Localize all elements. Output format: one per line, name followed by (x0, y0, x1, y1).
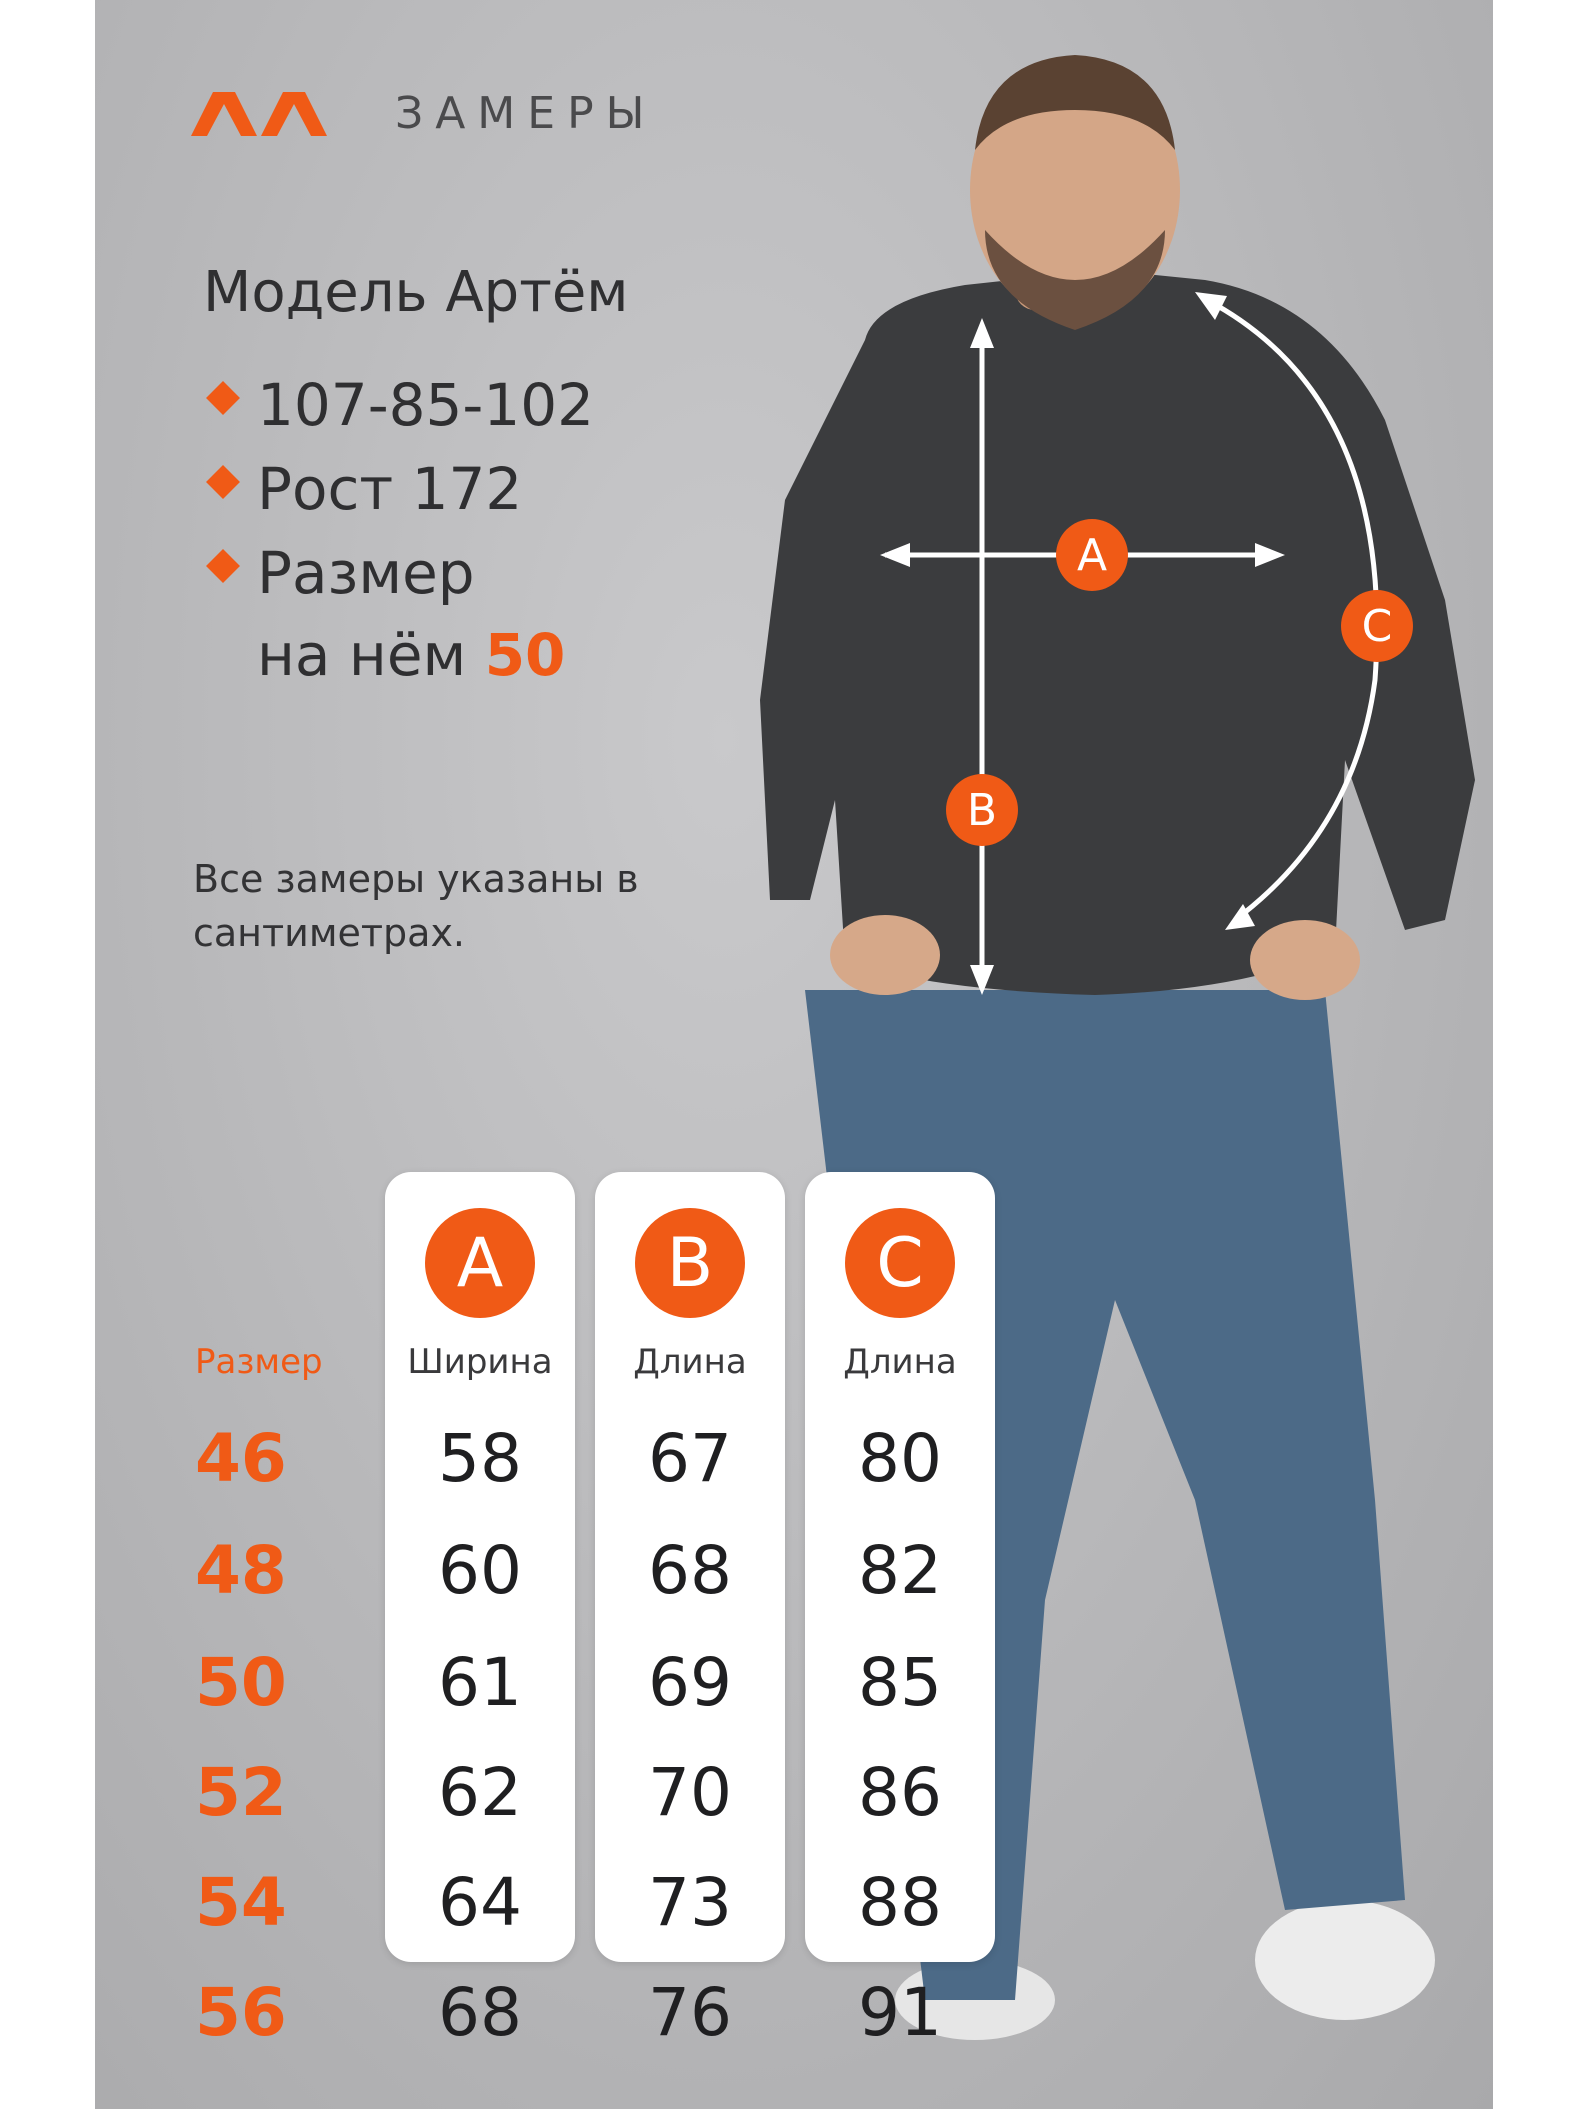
size-header: Размер (195, 1342, 323, 1382)
model-size (257, 532, 565, 696)
table-cell: 80 (858, 1420, 942, 1497)
diamond-bullet-icon (206, 465, 240, 499)
diamond-bullet-icon (206, 549, 240, 583)
column-c-badge: C (845, 1208, 955, 1318)
table-cell: 64 (438, 1864, 522, 1941)
column-a-badge: A (425, 1208, 535, 1318)
brand-logo-icon (191, 92, 331, 136)
size-value: 48 (195, 1532, 287, 1609)
badge-a-label: A (1076, 530, 1108, 581)
column-c-card (805, 1172, 995, 2051)
table-cell: 73 (648, 1864, 732, 1941)
size-value: 54 (195, 1864, 287, 1941)
table-cell: 68 (438, 1974, 522, 2051)
column-b-header: Длина (633, 1342, 747, 1382)
badge-c-label: C (1361, 601, 1393, 652)
page-title: ЗАМЕРЫ (395, 88, 657, 139)
table-cell: 86 (858, 1754, 942, 1831)
size-value: 50 (195, 1644, 287, 1721)
left-hand (830, 915, 940, 995)
column-c-header: Длина (843, 1342, 957, 1382)
badge-b-label: B (966, 785, 998, 836)
table-cell: 85 (858, 1644, 942, 1721)
size-value: 56 (195, 1974, 287, 2051)
diamond-bullet-icon (206, 381, 240, 415)
model-size-value: 50 (484, 621, 566, 689)
model-size-label: Размер (257, 539, 475, 607)
table-cell: 68 (648, 1532, 732, 1609)
table-cell: 61 (438, 1644, 522, 1721)
model-measurements: 107-85-102 (257, 371, 595, 439)
column-a-card (385, 1172, 575, 2051)
units-note: Все замеры указаны в сантиметрах. (193, 857, 639, 955)
model-measurements-row (203, 364, 594, 446)
table-cell: 88 (858, 1864, 942, 1941)
table-cell: 76 (648, 1974, 732, 2051)
table-cell: 67 (648, 1420, 732, 1497)
size-value: 46 (195, 1420, 287, 1497)
right-shoe (1255, 1900, 1435, 2020)
table-cell: 82 (858, 1532, 942, 1609)
model-height-row (203, 448, 522, 530)
table-cell: 91 (858, 1974, 942, 2051)
model-size-prefix: на нём (257, 621, 467, 689)
model-height: Рост 172 (257, 455, 523, 523)
right-hand (1250, 920, 1360, 1000)
column-b-badge: B (635, 1208, 745, 1318)
column-a-header: Ширина (407, 1342, 553, 1382)
table-cell: 60 (438, 1532, 522, 1609)
model-size-row (203, 532, 565, 696)
table-cell: 69 (648, 1644, 732, 1721)
column-b-card (595, 1172, 785, 2051)
size-chart-card (95, 0, 1493, 2109)
table-cell: 58 (438, 1420, 522, 1497)
table-cell: 62 (438, 1754, 522, 1831)
size-value: 52 (195, 1754, 287, 1831)
table-cell: 70 (648, 1754, 732, 1831)
model-name: Модель Артём (203, 260, 629, 325)
